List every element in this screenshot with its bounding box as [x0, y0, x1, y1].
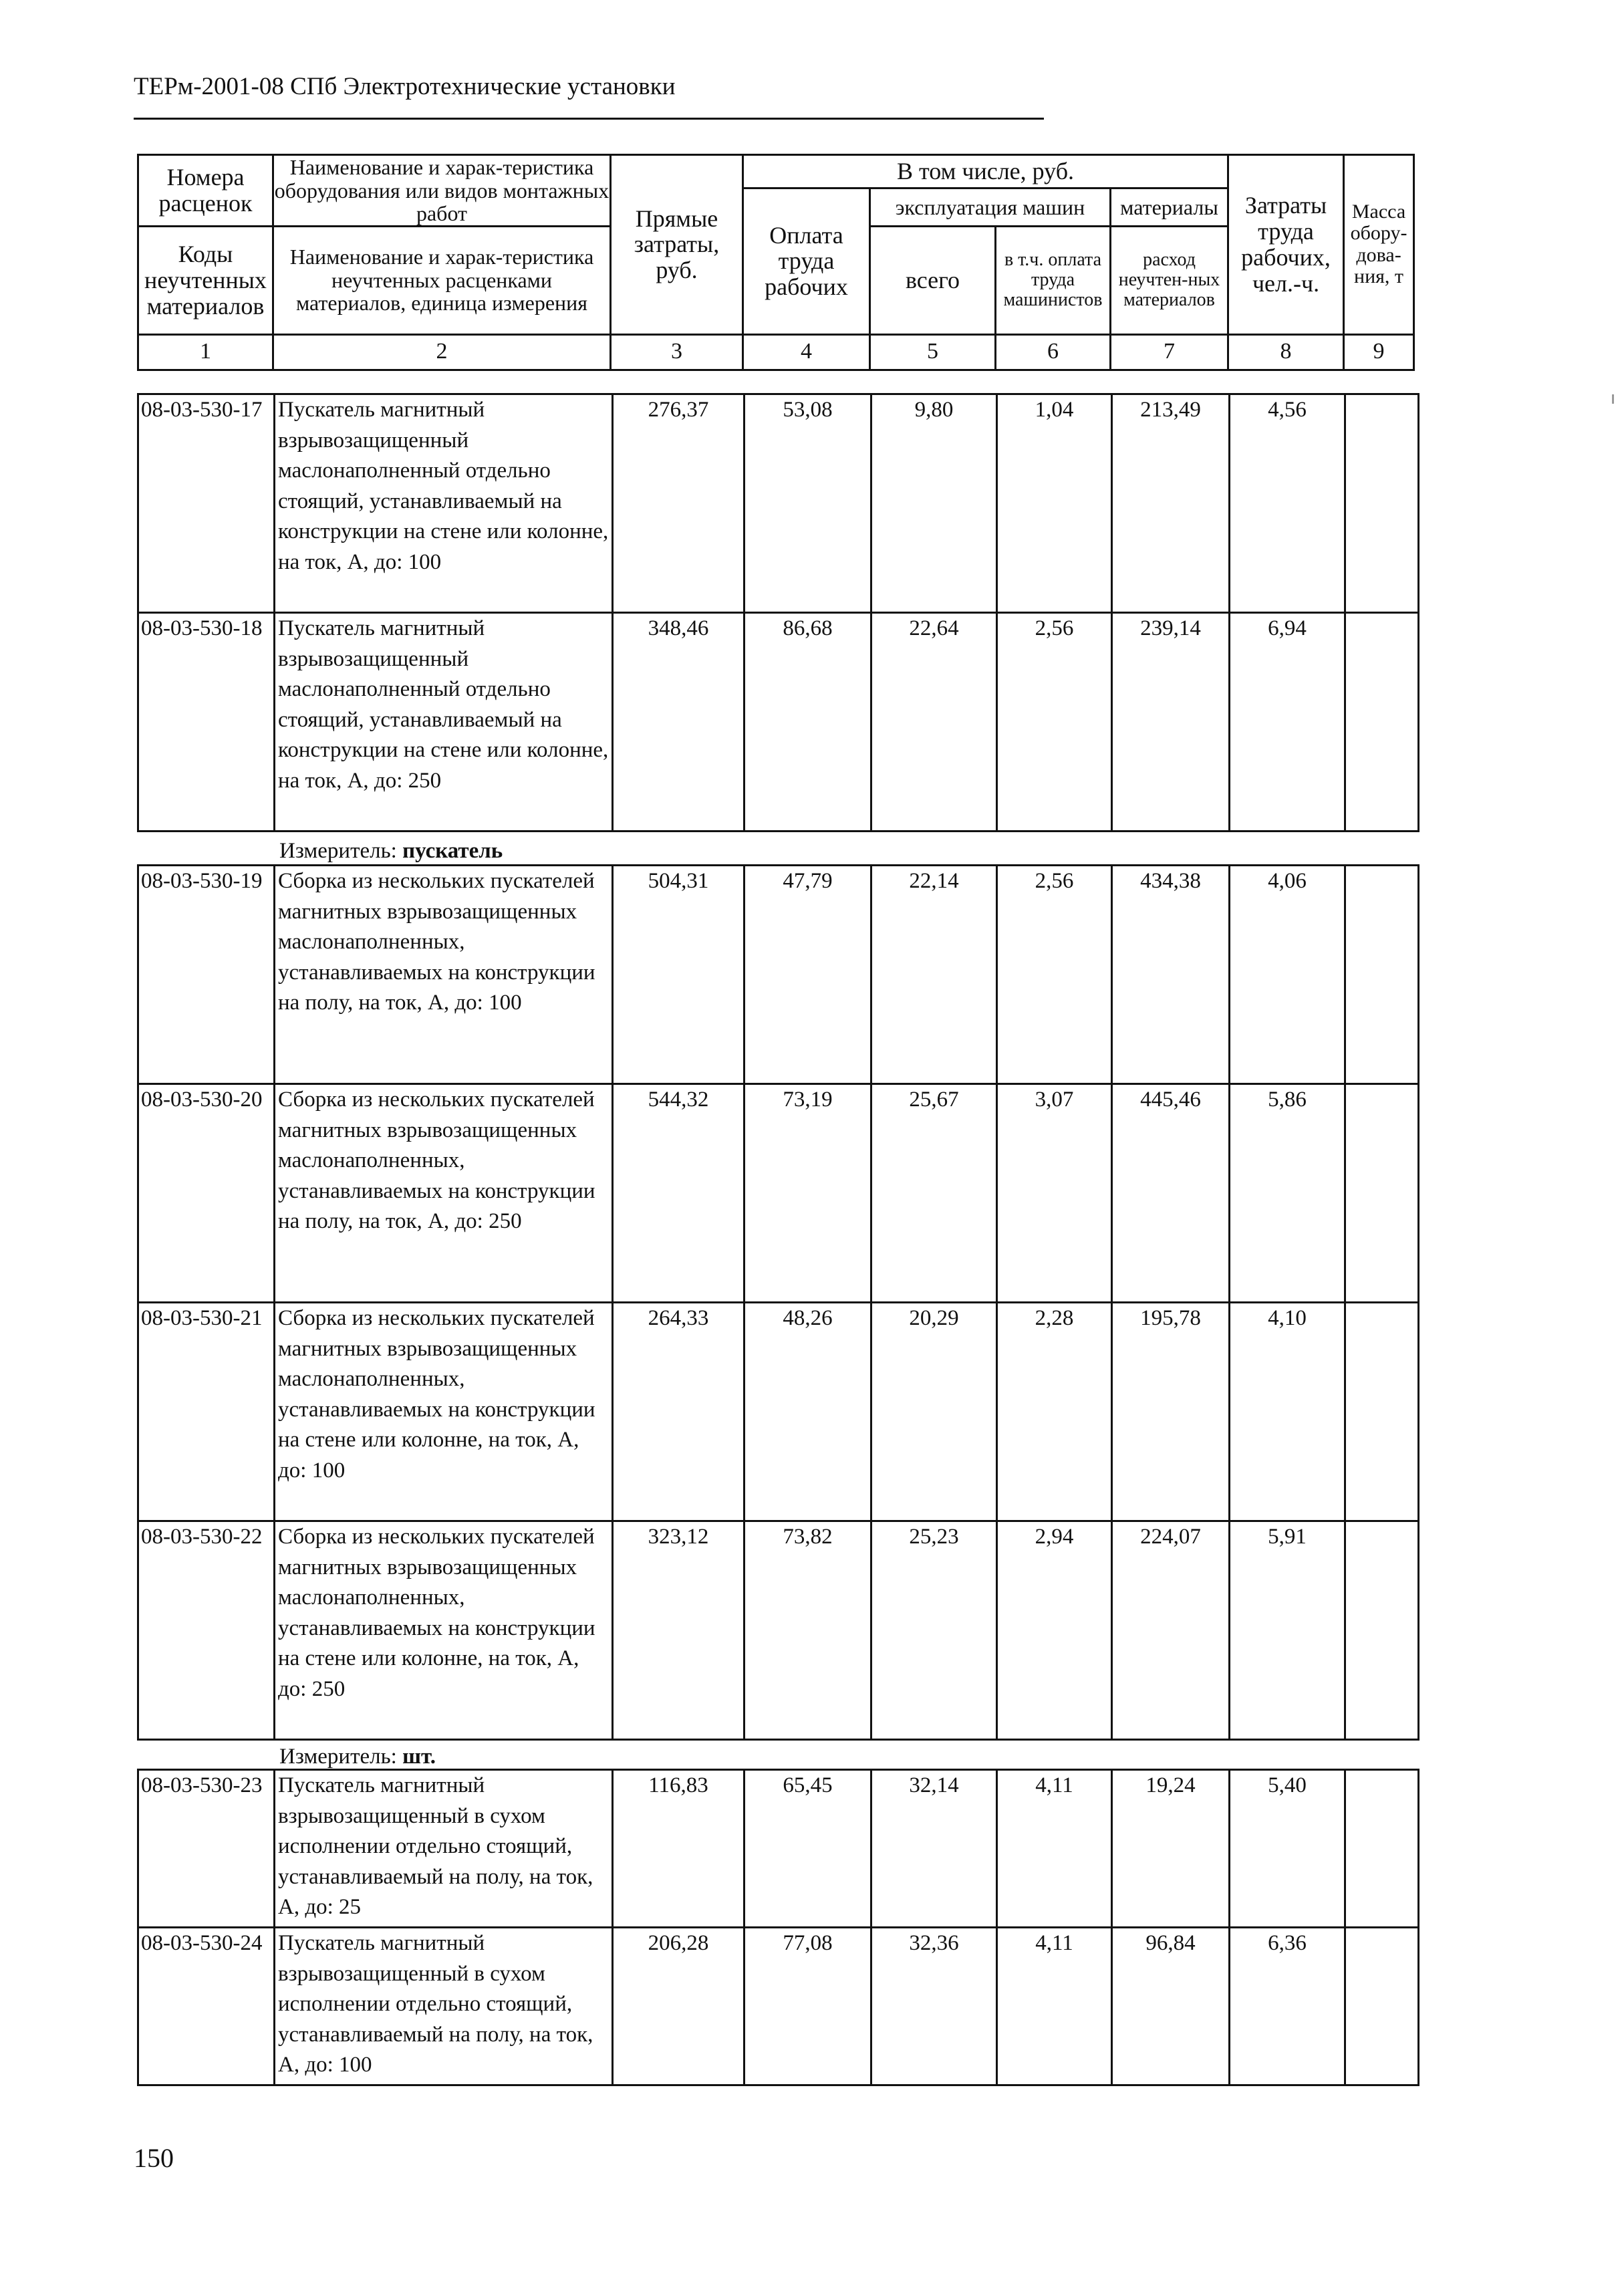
column-number: 2	[273, 334, 611, 370]
header-material-name: Наименование и харак-теристика неучтенных расценками материалов, единица измерения	[273, 226, 611, 334]
header-material-codes: Коды неучтенных материалов	[138, 226, 273, 334]
materials-value: 213,49	[1112, 394, 1230, 613]
labor-pay-value: 86,68	[745, 613, 871, 832]
labor-hours-value: 4,06	[1230, 866, 1345, 1084]
rate-name: Сборка из нескольких пускателей магнитных взрывозащищенных маслонаполненных, устанавливаемых на конструкции на полу, на ток, А, до: 100	[275, 866, 613, 1084]
operators-pay-value: 4,11	[997, 1928, 1112, 2085]
rate-name: Сборка из нескольких пускателей магнитных взрывозащищенных маслонаполненных, устанавливаемых на конструкции на стене или колонне, на ток, А, до: 100	[275, 1303, 613, 1521]
machines-value: 22,14	[871, 866, 997, 1084]
header-materials-consumption: расход неучтен-ных материалов	[1111, 226, 1228, 334]
rate-name: Пускатель магнитный взрывозащищенный в сухом исполнении отдельно стоящий, устанавливаемый на полу, на ток, А, до: 25	[275, 1770, 613, 1928]
materials-value: 434,38	[1112, 866, 1230, 1084]
labor-pay-value: 47,79	[745, 866, 871, 1084]
operators-pay-value: 3,07	[997, 1084, 1112, 1303]
rate-code: 08-03-530-19	[138, 866, 275, 1084]
direct-costs-value: 276,37	[613, 394, 745, 613]
header-machine-total: всего	[870, 226, 996, 334]
column-number: 6	[996, 334, 1111, 370]
operators-pay-value: 2,28	[997, 1303, 1112, 1521]
machines-value: 9,80	[871, 394, 997, 613]
column-header-table	[137, 154, 1415, 371]
header-labor-costs: Затраты труда рабочих, чел.-ч.	[1228, 155, 1344, 335]
labor-pay-value: 53,08	[745, 394, 871, 613]
measure-value: пускатель	[402, 839, 503, 863]
measure-unit-caption	[279, 839, 503, 864]
operators-pay-value: 2,56	[997, 613, 1112, 832]
page-header-title: ТЕРм-2001-08 СПб Электротехнические установки	[134, 73, 676, 100]
column-number: 4	[743, 334, 870, 370]
table-row	[138, 1084, 1419, 1303]
labor-pay-value: 77,08	[745, 1928, 871, 2085]
rate-code: 08-03-530-23	[138, 1770, 275, 1928]
mass-value	[1345, 613, 1419, 832]
mass-value	[1345, 394, 1419, 613]
mass-value	[1345, 1084, 1419, 1303]
measure-unit-caption	[279, 1745, 436, 1769]
operators-pay-value: 4,11	[997, 1770, 1112, 1928]
table-row	[138, 1303, 1419, 1521]
direct-costs-value: 206,28	[613, 1928, 745, 2085]
rate-code: 08-03-530-20	[138, 1084, 275, 1303]
rate-name: Сборка из нескольких пускателей магнитных взрывозащищенных маслонаполненных, устанавливаемых на конструкции на стене или колонне, на ток, А, до: 250	[275, 1521, 613, 1740]
table-row	[138, 866, 1419, 1084]
machines-value: 22,64	[871, 613, 997, 832]
direct-costs-value: 544,32	[613, 1084, 745, 1303]
direct-costs-value: 116,83	[613, 1770, 745, 1928]
header-labor-pay: Оплата труда рабочих	[743, 188, 870, 335]
machines-value: 32,36	[871, 1928, 997, 2085]
operators-pay-value: 2,56	[997, 866, 1112, 1084]
labor-hours-value: 6,94	[1230, 613, 1345, 832]
header-rate-no: Номера расценок	[138, 155, 273, 227]
rate-code: 08-03-530-22	[138, 1521, 275, 1740]
labor-pay-value: 65,45	[745, 1770, 871, 1928]
direct-costs-value: 504,31	[613, 866, 745, 1084]
rates-table-group-3	[137, 1769, 1419, 2086]
operators-pay-value: 1,04	[997, 394, 1112, 613]
direct-costs-value: 323,12	[613, 1521, 745, 1740]
rate-code: 08-03-530-18	[138, 613, 275, 832]
labor-hours-value: 5,40	[1230, 1770, 1345, 1928]
machines-value: 32,14	[871, 1770, 997, 1928]
table-row	[138, 1770, 1419, 1928]
header-including: В том числе, руб.	[743, 155, 1228, 188]
mass-value	[1345, 866, 1419, 1084]
header-rule	[134, 118, 1044, 120]
operators-pay-value: 2,94	[997, 1521, 1112, 1740]
materials-value: 224,07	[1112, 1521, 1230, 1740]
table-row	[138, 394, 1419, 613]
rate-name: Пускатель магнитный взрывозащищенный маслонаполненный отдельно стоящий, устанавливаемый на конструкции на стене или колонне, на ток, А, до: 250	[275, 613, 613, 832]
table-row	[138, 613, 1419, 832]
measure-label: Измеритель:	[279, 839, 403, 863]
labor-hours-value: 5,91	[1230, 1521, 1345, 1740]
rate-name: Пускатель магнитный взрывозащищенный маслонаполненный отдельно стоящий, устанавливаемый на конструкции на стене или колонне, на ток, А, до: 100	[275, 394, 613, 613]
mass-value	[1345, 1303, 1419, 1521]
materials-value: 195,78	[1112, 1303, 1230, 1521]
rates-table-group-2	[137, 864, 1419, 1741]
mass-value	[1345, 1770, 1419, 1928]
rate-code: 08-03-530-17	[138, 394, 275, 613]
labor-pay-value: 73,19	[745, 1084, 871, 1303]
rate-code: 08-03-530-21	[138, 1303, 275, 1521]
rate-name: Пускатель магнитный взрывозащищенный в сухом исполнении отдельно стоящий, устанавливаемый на полу, на ток, А, до: 100	[275, 1928, 613, 2085]
measure-label: Измеритель:	[279, 1745, 403, 1769]
materials-value: 239,14	[1112, 613, 1230, 832]
column-number: 9	[1344, 334, 1414, 370]
machines-value: 20,29	[871, 1303, 997, 1521]
column-number: 8	[1228, 334, 1344, 370]
column-number: 7	[1111, 334, 1228, 370]
header-name-works: Наименование и харак-теристика оборудования или видов монтажных работ	[273, 155, 611, 227]
labor-hours-value: 4,56	[1230, 394, 1345, 613]
labor-hours-value: 4,10	[1230, 1303, 1345, 1521]
page-number: 150	[134, 2143, 174, 2173]
materials-value: 445,46	[1112, 1084, 1230, 1303]
materials-value: 96,84	[1112, 1928, 1230, 2085]
rate-code: 08-03-530-24	[138, 1928, 275, 2085]
column-number: 3	[611, 334, 743, 370]
mass-value	[1345, 1521, 1419, 1740]
rate-name: Сборка из нескольких пускателей магнитных взрывозащищенных маслонаполненных, устанавливаемых на конструкции на полу, на ток, А, до: 250	[275, 1084, 613, 1303]
direct-costs-value: 348,46	[613, 613, 745, 832]
rates-table-group-1	[137, 393, 1419, 832]
header-machine-operators-pay: в т.ч. оплата труда машинистов	[996, 226, 1111, 334]
labor-pay-value: 73,82	[745, 1521, 871, 1740]
header-materials: материалы	[1111, 188, 1228, 227]
header-equipment-mass: Масса обору-дова-ния, т	[1344, 155, 1414, 335]
header-direct-costs: Прямые затраты, руб.	[611, 155, 743, 335]
machines-value: 25,23	[871, 1521, 997, 1740]
scan-mark	[1612, 394, 1614, 404]
table-row	[138, 1521, 1419, 1740]
labor-pay-value: 48,26	[745, 1303, 871, 1521]
direct-costs-value: 264,33	[613, 1303, 745, 1521]
table-row	[138, 1928, 1419, 2085]
labor-hours-value: 6,36	[1230, 1928, 1345, 2085]
column-number: 5	[870, 334, 996, 370]
header-machine-use: эксплуатация машин	[870, 188, 1111, 227]
column-number: 1	[138, 334, 273, 370]
mass-value	[1345, 1928, 1419, 2085]
labor-hours-value: 5,86	[1230, 1084, 1345, 1303]
measure-value: шт.	[402, 1745, 436, 1769]
machines-value: 25,67	[871, 1084, 997, 1303]
materials-value: 19,24	[1112, 1770, 1230, 1928]
